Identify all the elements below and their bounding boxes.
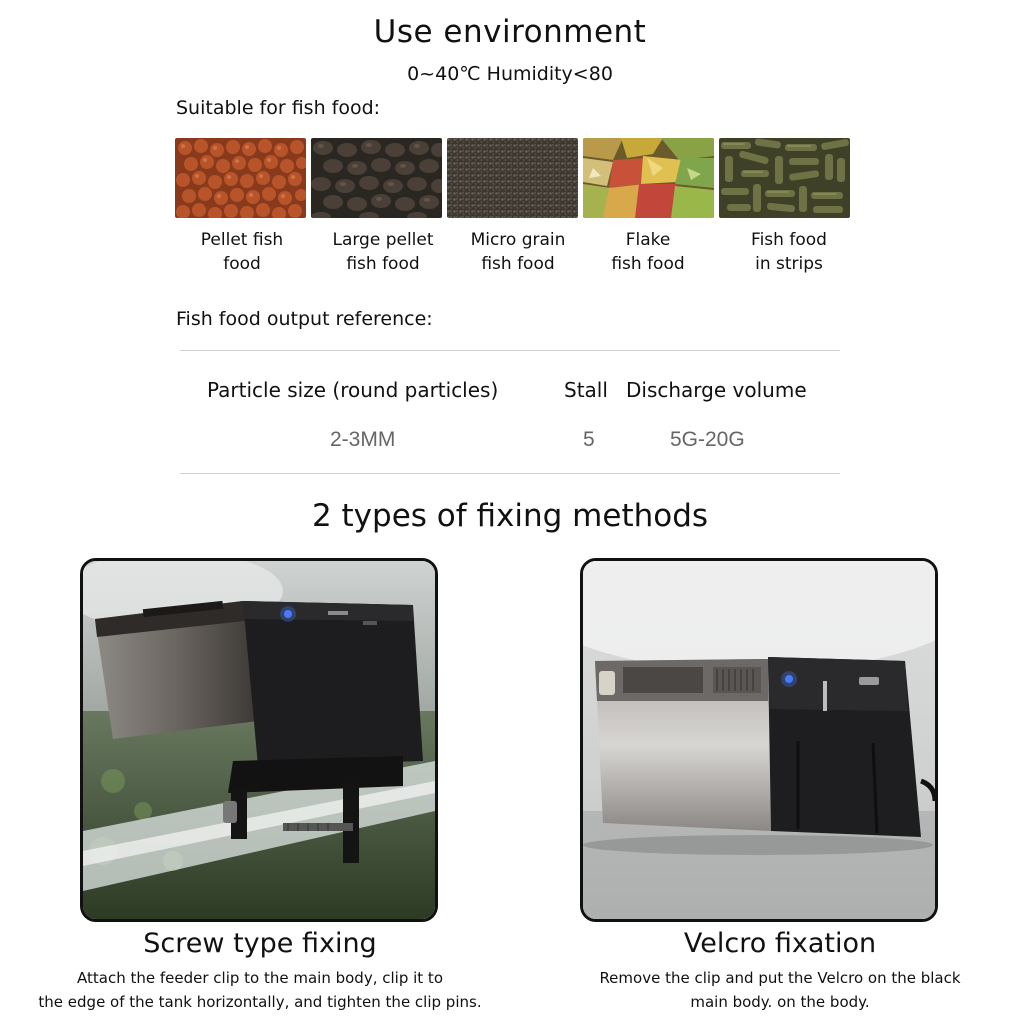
flake-food-image <box>583 138 714 218</box>
micro-grain-food-image <box>447 138 578 218</box>
header-particle-size: Particle size (round particles) <box>207 378 499 402</box>
food-section-label: Suitable for fish food: <box>176 97 381 119</box>
header-discharge-volume: Discharge volume <box>626 378 807 402</box>
food-caption-flake: Flake fish food <box>611 230 685 274</box>
screw-fixing-photo <box>80 558 438 922</box>
output-section-label: Fish food output reference: <box>176 308 433 330</box>
fixing-section-title: 2 types of fixing methods <box>311 498 709 534</box>
food-caption-pellet: Pellet fish food <box>200 230 284 274</box>
food-caption-strips: Fish food in strips <box>751 230 827 274</box>
screw-fixing-title: Screw type fixing <box>143 928 377 959</box>
screw-fixing-description: Attach the feeder clip to the main body, clip it to the edge of the tank horizontally, and tighten the clip pins. <box>38 969 482 1011</box>
table-bottom-divider <box>180 473 840 474</box>
pellet-food-image <box>175 138 306 218</box>
velcro-fixing-description: Remove the clip and put the Velcro on the black main body. on the body. <box>599 969 961 1011</box>
table-top-divider <box>180 350 840 351</box>
cell-stall: 5 <box>583 428 595 451</box>
header-stall: Stall <box>564 378 608 402</box>
strip-food-image <box>719 138 850 218</box>
large-pellet-food-image <box>311 138 442 218</box>
velcro-fixing-photo <box>580 558 938 922</box>
page-title: Use environment <box>373 14 647 50</box>
velcro-fixing-title: Velcro fixation <box>683 928 877 959</box>
food-caption-micro-grain: Micro grain fish food <box>470 230 566 274</box>
food-caption-large-pellet: Large pellet fish food <box>332 230 434 274</box>
food-gallery <box>175 138 849 220</box>
cell-particle-size: 2-3MM <box>330 428 396 451</box>
cell-discharge-volume: 5G-20G <box>670 428 745 451</box>
environment-spec: 0~40℃ Humidity<80 <box>407 63 613 85</box>
